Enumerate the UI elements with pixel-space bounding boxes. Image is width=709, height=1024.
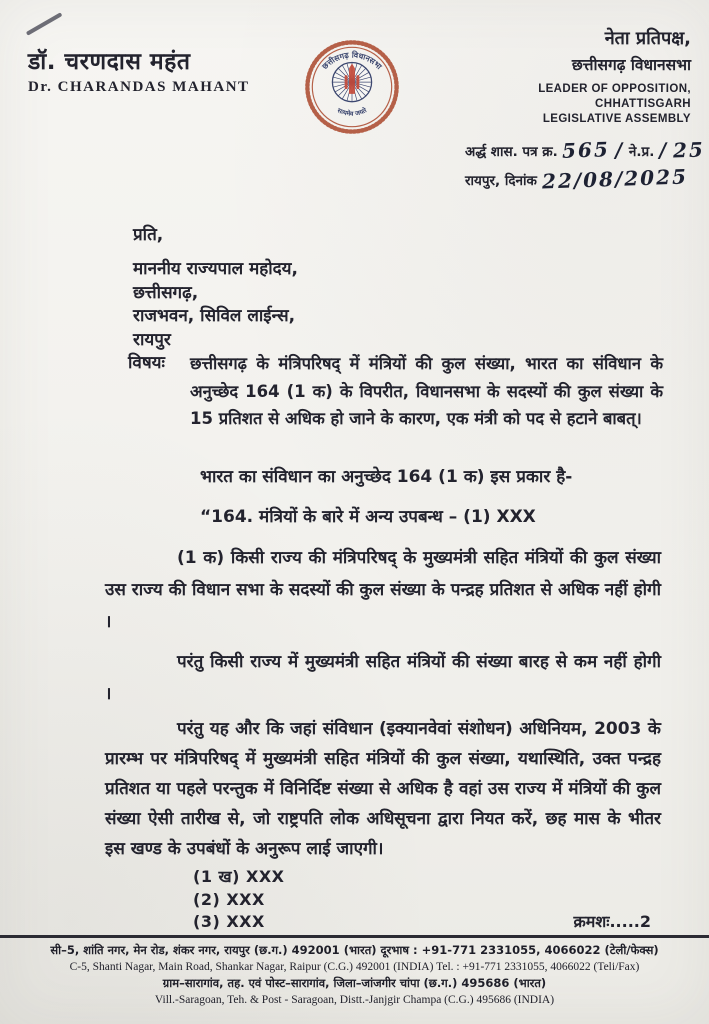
footer-address-english-1: C-5, Shanti Nagar, Main Road, Shankar Nagar, Raipur (C.G.) 492001 (INDIA) Tel. : +91-771 2331055, 4066022 (Teli/Fax) bbox=[69, 960, 640, 973]
place-date-label: रायपुर, दिनांक bbox=[465, 173, 537, 189]
body-paragraph-clause-1a: (1 क) किसी राज्य की मंत्रिपरिषद् के मुख्यमंत्री सहित मंत्रियों की कुल संख्या उस राज्य की विधान सभा के सदस्यों की कुल संख्या के पन्द्रह प्रतिशत से अधिक नहीं होगी । bbox=[105, 548, 661, 632]
recipient-line-1: माननीय राज्यपाल महोदय, bbox=[133, 259, 299, 279]
footer-address-hindi-1: सी–5, शांति नगर, मेन रोड, शंकर नगर, रायपुर (छ.ग.) 492001 (भारत) दूरभाष : +91-771 2331055, 4066022 (टेली/फेक्स) bbox=[50, 943, 659, 957]
designation-block bbox=[419, 26, 706, 194]
assembly-seal-icon bbox=[303, 38, 401, 136]
corner-pen-slash-mark bbox=[26, 12, 62, 35]
recipient-line-2: छत्तीसगढ़, bbox=[133, 282, 199, 303]
sender-name-hindi: डॉ. चरणदास महंत bbox=[28, 49, 191, 75]
body-paragraph-proviso-2: परंतु यह और कि जहां संविधान (इक्यानवेवां संशोधन) अधिनियम, 2003 के प्रारम्भ पर मंत्रिपरिषद् में मुख्यमंत्री सहित मंत्रियों की कुल संख्या, यथास्थिति, उक्त पन्द्रह प्रतिशत या पहले परन्तुक में विनिर्दिष्ट संख्या से अधिक है वहां उस राज्य में मंत्रियों की कुल संख्या ऐसी तारीख से, जो राष्ट्रपति लोक अधिसूचना द्वारा नियत करें, छह मास के भीतर इस खण्ड के उपबंधों के अनुरूप लाई जाएगी। bbox=[105, 719, 661, 859]
reference-slash-2: / bbox=[658, 137, 669, 163]
role-title-english-block bbox=[419, 82, 691, 127]
seal-bottom-text: सत्यमेव जयते bbox=[336, 106, 368, 118]
reference-block bbox=[419, 136, 706, 194]
reference-dept-abbrev: ने.प्र. bbox=[628, 144, 655, 160]
reference-year-handwritten: 25 bbox=[672, 137, 706, 163]
footer-address-english-2: Vill.-Saragoan, Teh. & Post - Saragoan, Distt.-Janjgir Champa (C.G.) 495686 (INDIA) bbox=[154, 993, 555, 1006]
date-value-handwritten: 22/08/2025 bbox=[541, 164, 688, 194]
letter-body bbox=[105, 462, 661, 864]
body-paragraph-proviso-1: परंतु किसी राज्य में मुख्यमंत्री सहित मंत्रियों की संख्या बारह से कम नहीं होगी । bbox=[105, 652, 661, 704]
reference-number-handwritten: 565 bbox=[562, 137, 611, 163]
role-title-english-line2: CHHATTISGARH bbox=[595, 98, 691, 110]
recipient-block bbox=[133, 222, 298, 352]
recipient-line-4: रायपुर bbox=[133, 329, 171, 350]
role-title-english-line3: LEGISLATIVE ASSEMBLY bbox=[542, 113, 691, 125]
reference-slash-1: / bbox=[614, 137, 625, 163]
reference-number-row bbox=[465, 136, 706, 165]
salutation: प्रति, bbox=[133, 225, 164, 245]
svg-text:सत्यमेव जयते bbox=[335, 106, 368, 118]
clause-item-3: (3) XXX bbox=[193, 912, 265, 931]
footer-address-block bbox=[0, 935, 709, 1008]
footer-address-hindi-2: ग्राम–सारागांव, तह. एवं पोस्ट–सारागांव, जिला–जांजगीर चांपा (छ.ग.) 495686 (भारत) bbox=[162, 976, 547, 990]
role-title-english-line1: LEADER OF OPPOSITION, bbox=[538, 83, 691, 95]
seal-top-text: छत्तीसगढ़ विधानसभा bbox=[320, 50, 384, 72]
article-164-heading: “164. मंत्रियों के बारे में अन्य उपबन्ध – (1) XXX bbox=[200, 507, 536, 527]
subject-row bbox=[105, 350, 663, 433]
subject-label: विषयः bbox=[128, 353, 165, 373]
reference-label: अर्द्ध शास. पत्र क्र. bbox=[465, 144, 558, 160]
assembly-name-hindi: छत्तीसगढ़ विधानसभा bbox=[571, 56, 691, 74]
body-intro-line: भारत का संविधान का अनुच्छेद 164 (1 क) इस प्रकार है- bbox=[200, 467, 573, 487]
clause-list bbox=[193, 866, 285, 934]
role-title-hindi: नेता प्रतिपक्ष, bbox=[604, 28, 691, 49]
continuation-note: क्रमशः.....2 bbox=[573, 912, 651, 931]
sender-block bbox=[28, 44, 250, 96]
assembly-seal bbox=[303, 38, 401, 136]
recipient-line-3: राजभवन, सिविल लाईन्स, bbox=[133, 306, 296, 326]
clause-item-2: (2) XXX bbox=[193, 889, 265, 909]
sender-name-english: Dr. CHARANDAS MAHANT bbox=[28, 79, 250, 95]
subject-text: छत्तीसगढ़ के मंत्रिपरिषद् में मंत्रियों की कुल संख्या, भारत का संविधान के अनुच्छेद 164 (1 क) के विपरीत, विधानसभा के सदस्यों की कुल संख्या के 15 प्रतिशत से अधिक हो जाने के कारण, एक मंत्री को पद से हटाने बाबत्। bbox=[190, 354, 663, 428]
clause-item-1kha: (1 ख) XXX bbox=[193, 867, 285, 886]
place-date-row bbox=[465, 165, 691, 194]
